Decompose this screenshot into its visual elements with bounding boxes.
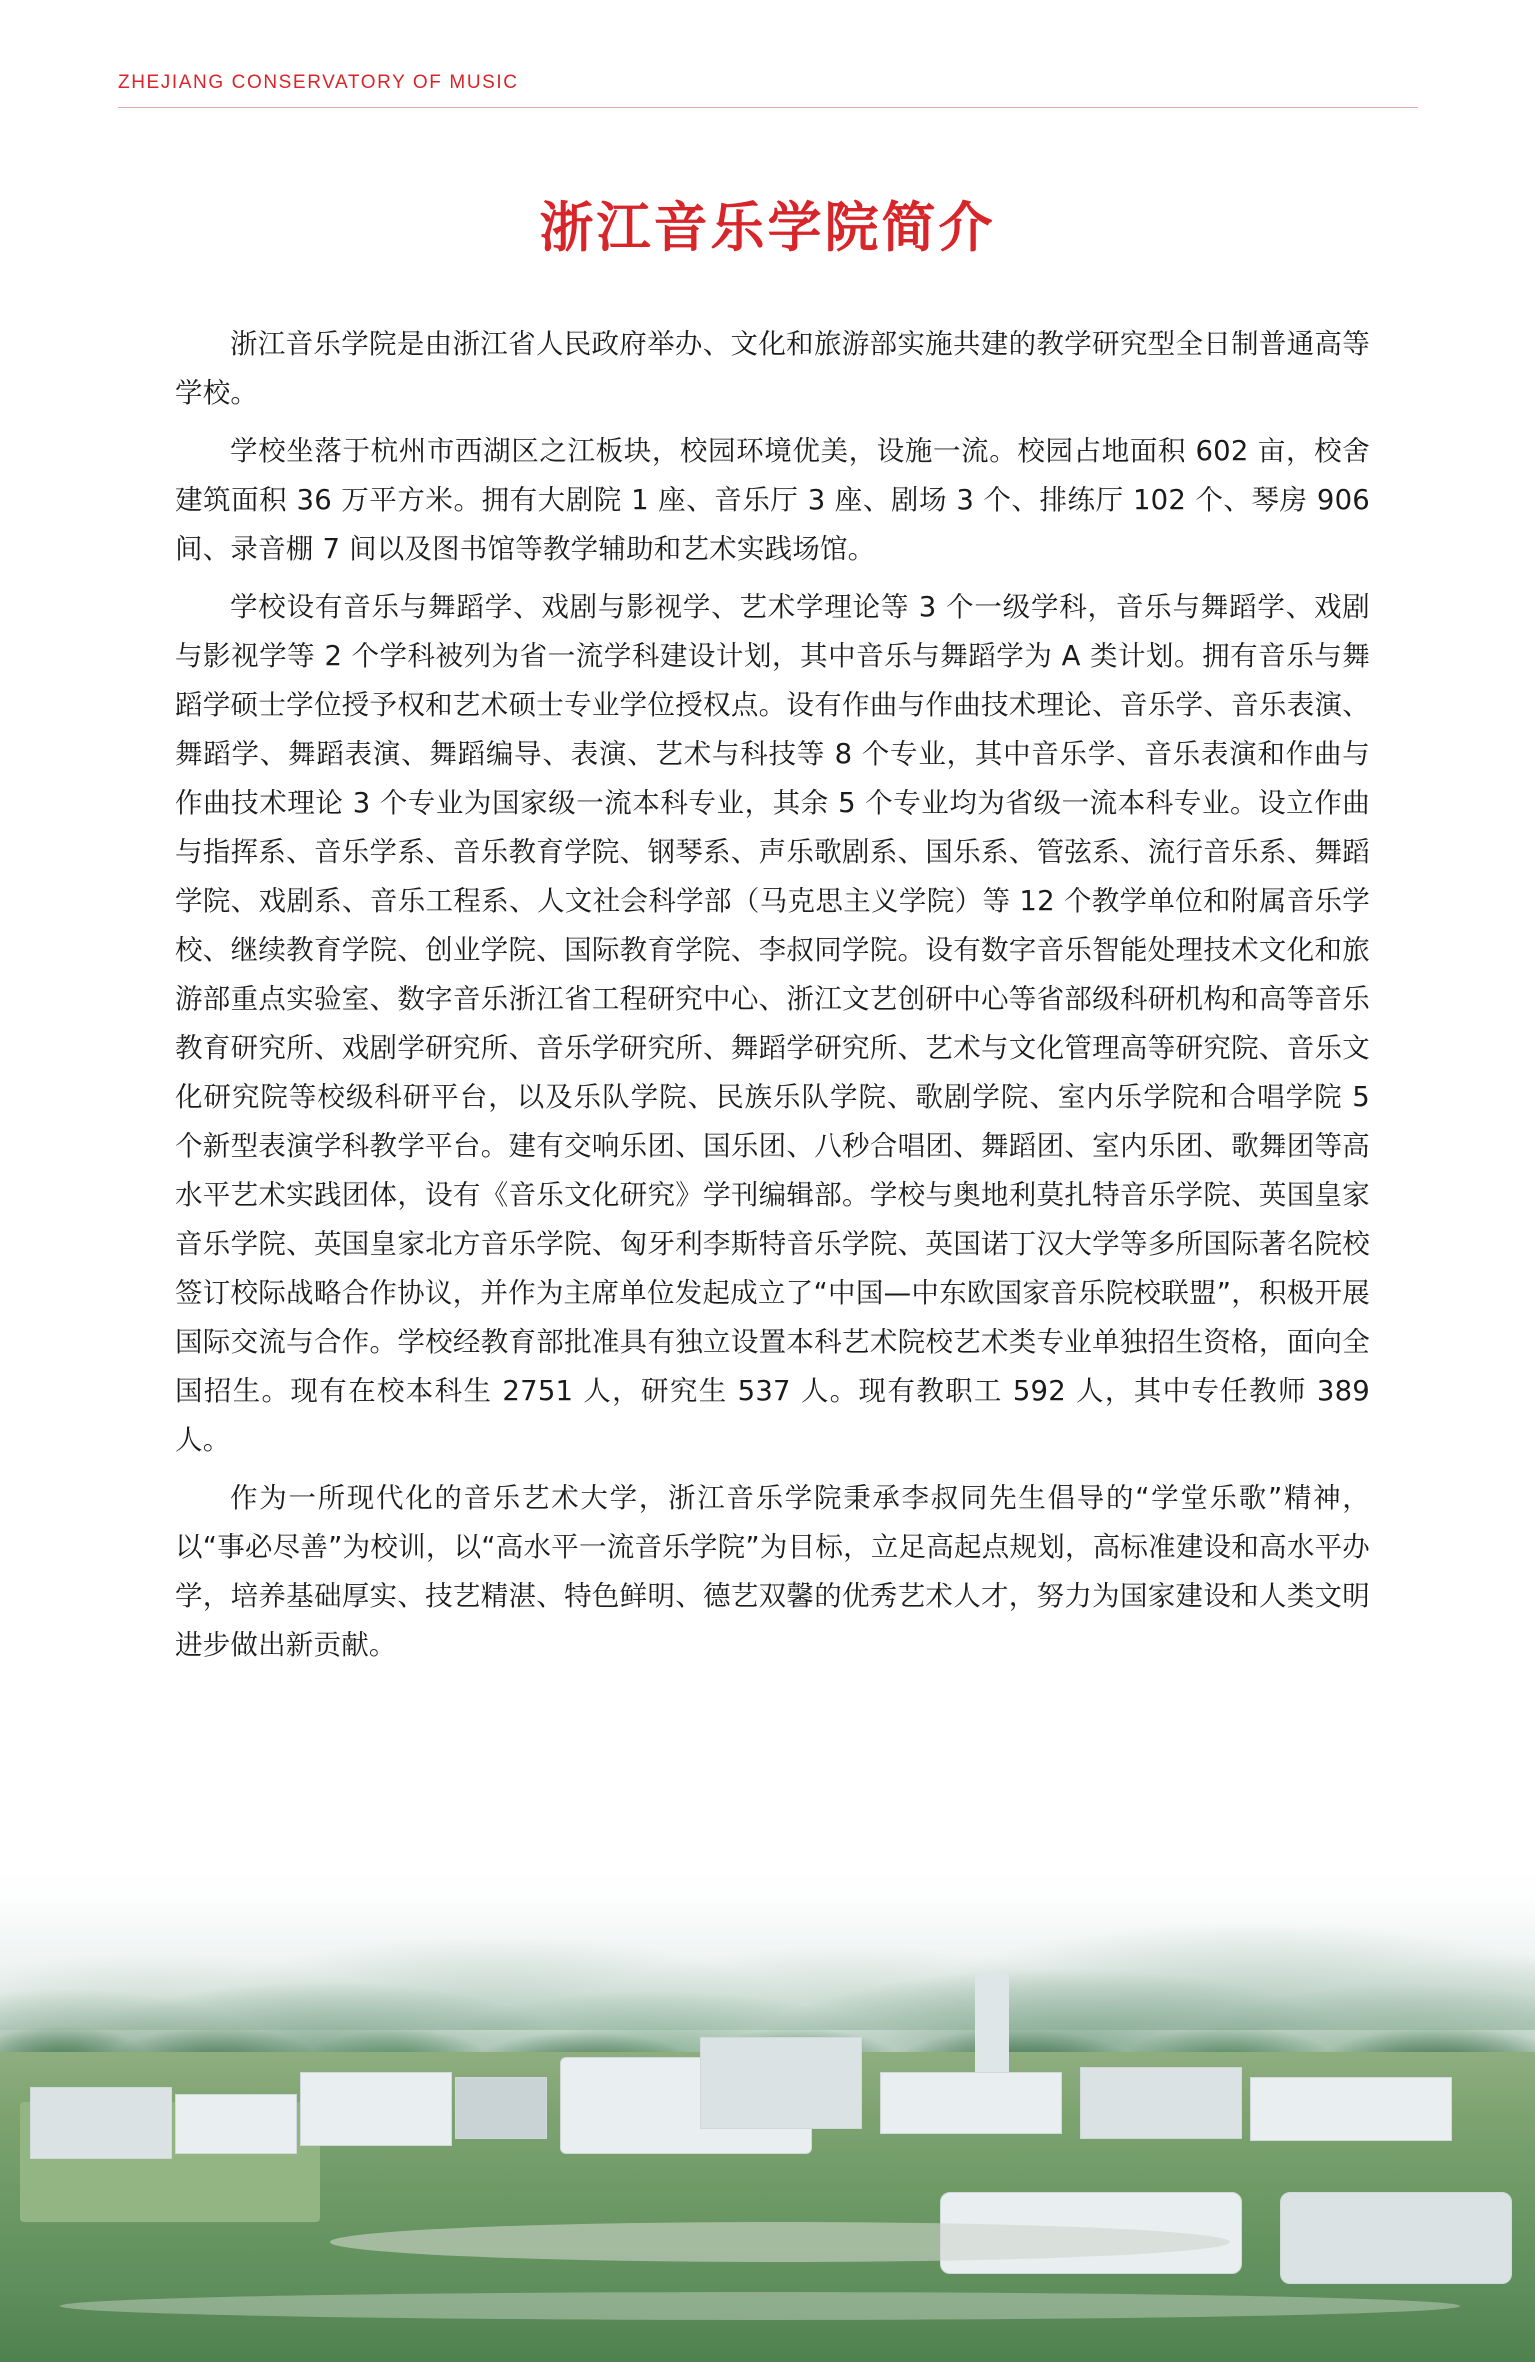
photo-building xyxy=(1080,2067,1242,2139)
photo-building xyxy=(455,2077,547,2139)
paragraph: 学校坐落于杭州市西湖区之江板块，校园环境优美，设施一流。校园占地面积 602 亩，校舍建筑面积 36 万平方米。拥有大剧院 1 座、音乐厅 3 座、剧场 3 个、排练厅 102 个、琴房 906 间、录音棚 7 间以及图书馆等教学辅助和艺术实践场馆。 xyxy=(175,435,1370,565)
article-body xyxy=(175,320,1370,1679)
header-divider xyxy=(118,107,1418,108)
photo-building xyxy=(30,2087,172,2159)
photo-building xyxy=(880,2072,1062,2134)
photo-building xyxy=(700,2037,862,2129)
photo-road xyxy=(60,2292,1460,2320)
paragraph: 浙江音乐学院是由浙江省人民政府举办、文化和旅游部实施共建的教学研究型全日制普通高等学校。 xyxy=(175,328,1370,409)
photo-building xyxy=(175,2094,297,2154)
page-header xyxy=(118,72,1418,108)
paragraph: 作为一所现代化的音乐艺术大学，浙江音乐学院秉承李叔同先生倡导的“学堂乐歌”精神，以“事必尽善”为校训，以“高水平一流音乐学院”为目标，立足高起点规划，高标准建设和高水平办学，培养基础厚实、技艺精湛、特色鲜明、德艺双馨的优秀艺术人才，努力为国家建设和人类文明进步做出新贡献。 xyxy=(175,1482,1370,1661)
photo-road xyxy=(330,2222,1230,2262)
paragraph: 学校设有音乐与舞蹈学、戏剧与影视学、艺术学理论等 3 个一级学科，音乐与舞蹈学、戏剧与影视学等 2 个学科被列为省一流学科建设计划，其中音乐与舞蹈学为 A 类计划。拥有音乐与舞蹈学硕士学位授予权和艺术硕士专业学位授权点。设有作曲与作曲技术理论、音乐学、音乐表演、舞蹈学、舞蹈表演、舞蹈编导、表演、艺术与科技等 8 个专业，其中音乐学、音乐表演和作曲与作曲技术理论 3 个专业为国家级一流本科专业，其余 5 个专业均为省级一流本科专业。设立作曲与指挥系、音乐学系、音乐教育学院、钢琴系、声乐歌剧系、国乐系、管弦系、流行音乐系、舞蹈学院、戏剧系、音乐工程系、人文社会科学部（马克思主义学院）等 12 个教学单位和附属音乐学校、继续教育学院、创业学院、国际教育学院、李叔同学院。设有数字音乐智能处理技术文化和旅游部重点实验室、数字音乐浙江省工程研究中心、浙江文艺创研中心等省部级科研机构和高等音乐教育研究所、戏剧学研究所、音乐学研究所、舞蹈学研究所、艺术与文化管理高等研究院、音乐文化研究院等校级科研平台，以及乐队学院、民族乐队学院、歌剧学院、室内乐学院和合唱学院 5 个新型表演学科教学平台。建有交响乐团、国乐团、八秒合唱团、舞蹈团、室内乐团、歌舞团等高水平艺术实践团体，设有《音乐文化研究》学刊编辑部。学校与奥地利莫扎特音乐学院、英国皇家音乐学院、英国皇家北方音乐学院、匈牙利李斯特音乐学院、英国诺丁汉大学等多所国际著名院校签订校际战略合作协议，并作为主席单位发起成立了“中国—中东欧国家音乐院校联盟”，积极开展国际交流与合作。学校经教育部批准具有独立设置本科艺术院校艺术类专业单独招生资格，面向全国招生。现有在校本科生 2751 人，研究生 537 人。现有教职工 592 人，其中专任教师 389 人。 xyxy=(175,591,1370,1456)
photo-building xyxy=(1250,2077,1452,2141)
photo-top-fade xyxy=(0,1862,1535,1932)
page-title: 浙江音乐学院简介 xyxy=(539,195,996,259)
campus-photo xyxy=(0,1862,1535,2362)
institution-name-en: ZHEJIANG CONSERVATORY OF MUSIC xyxy=(118,72,519,93)
photo-building xyxy=(1280,2192,1512,2284)
photo-building xyxy=(300,2072,452,2146)
